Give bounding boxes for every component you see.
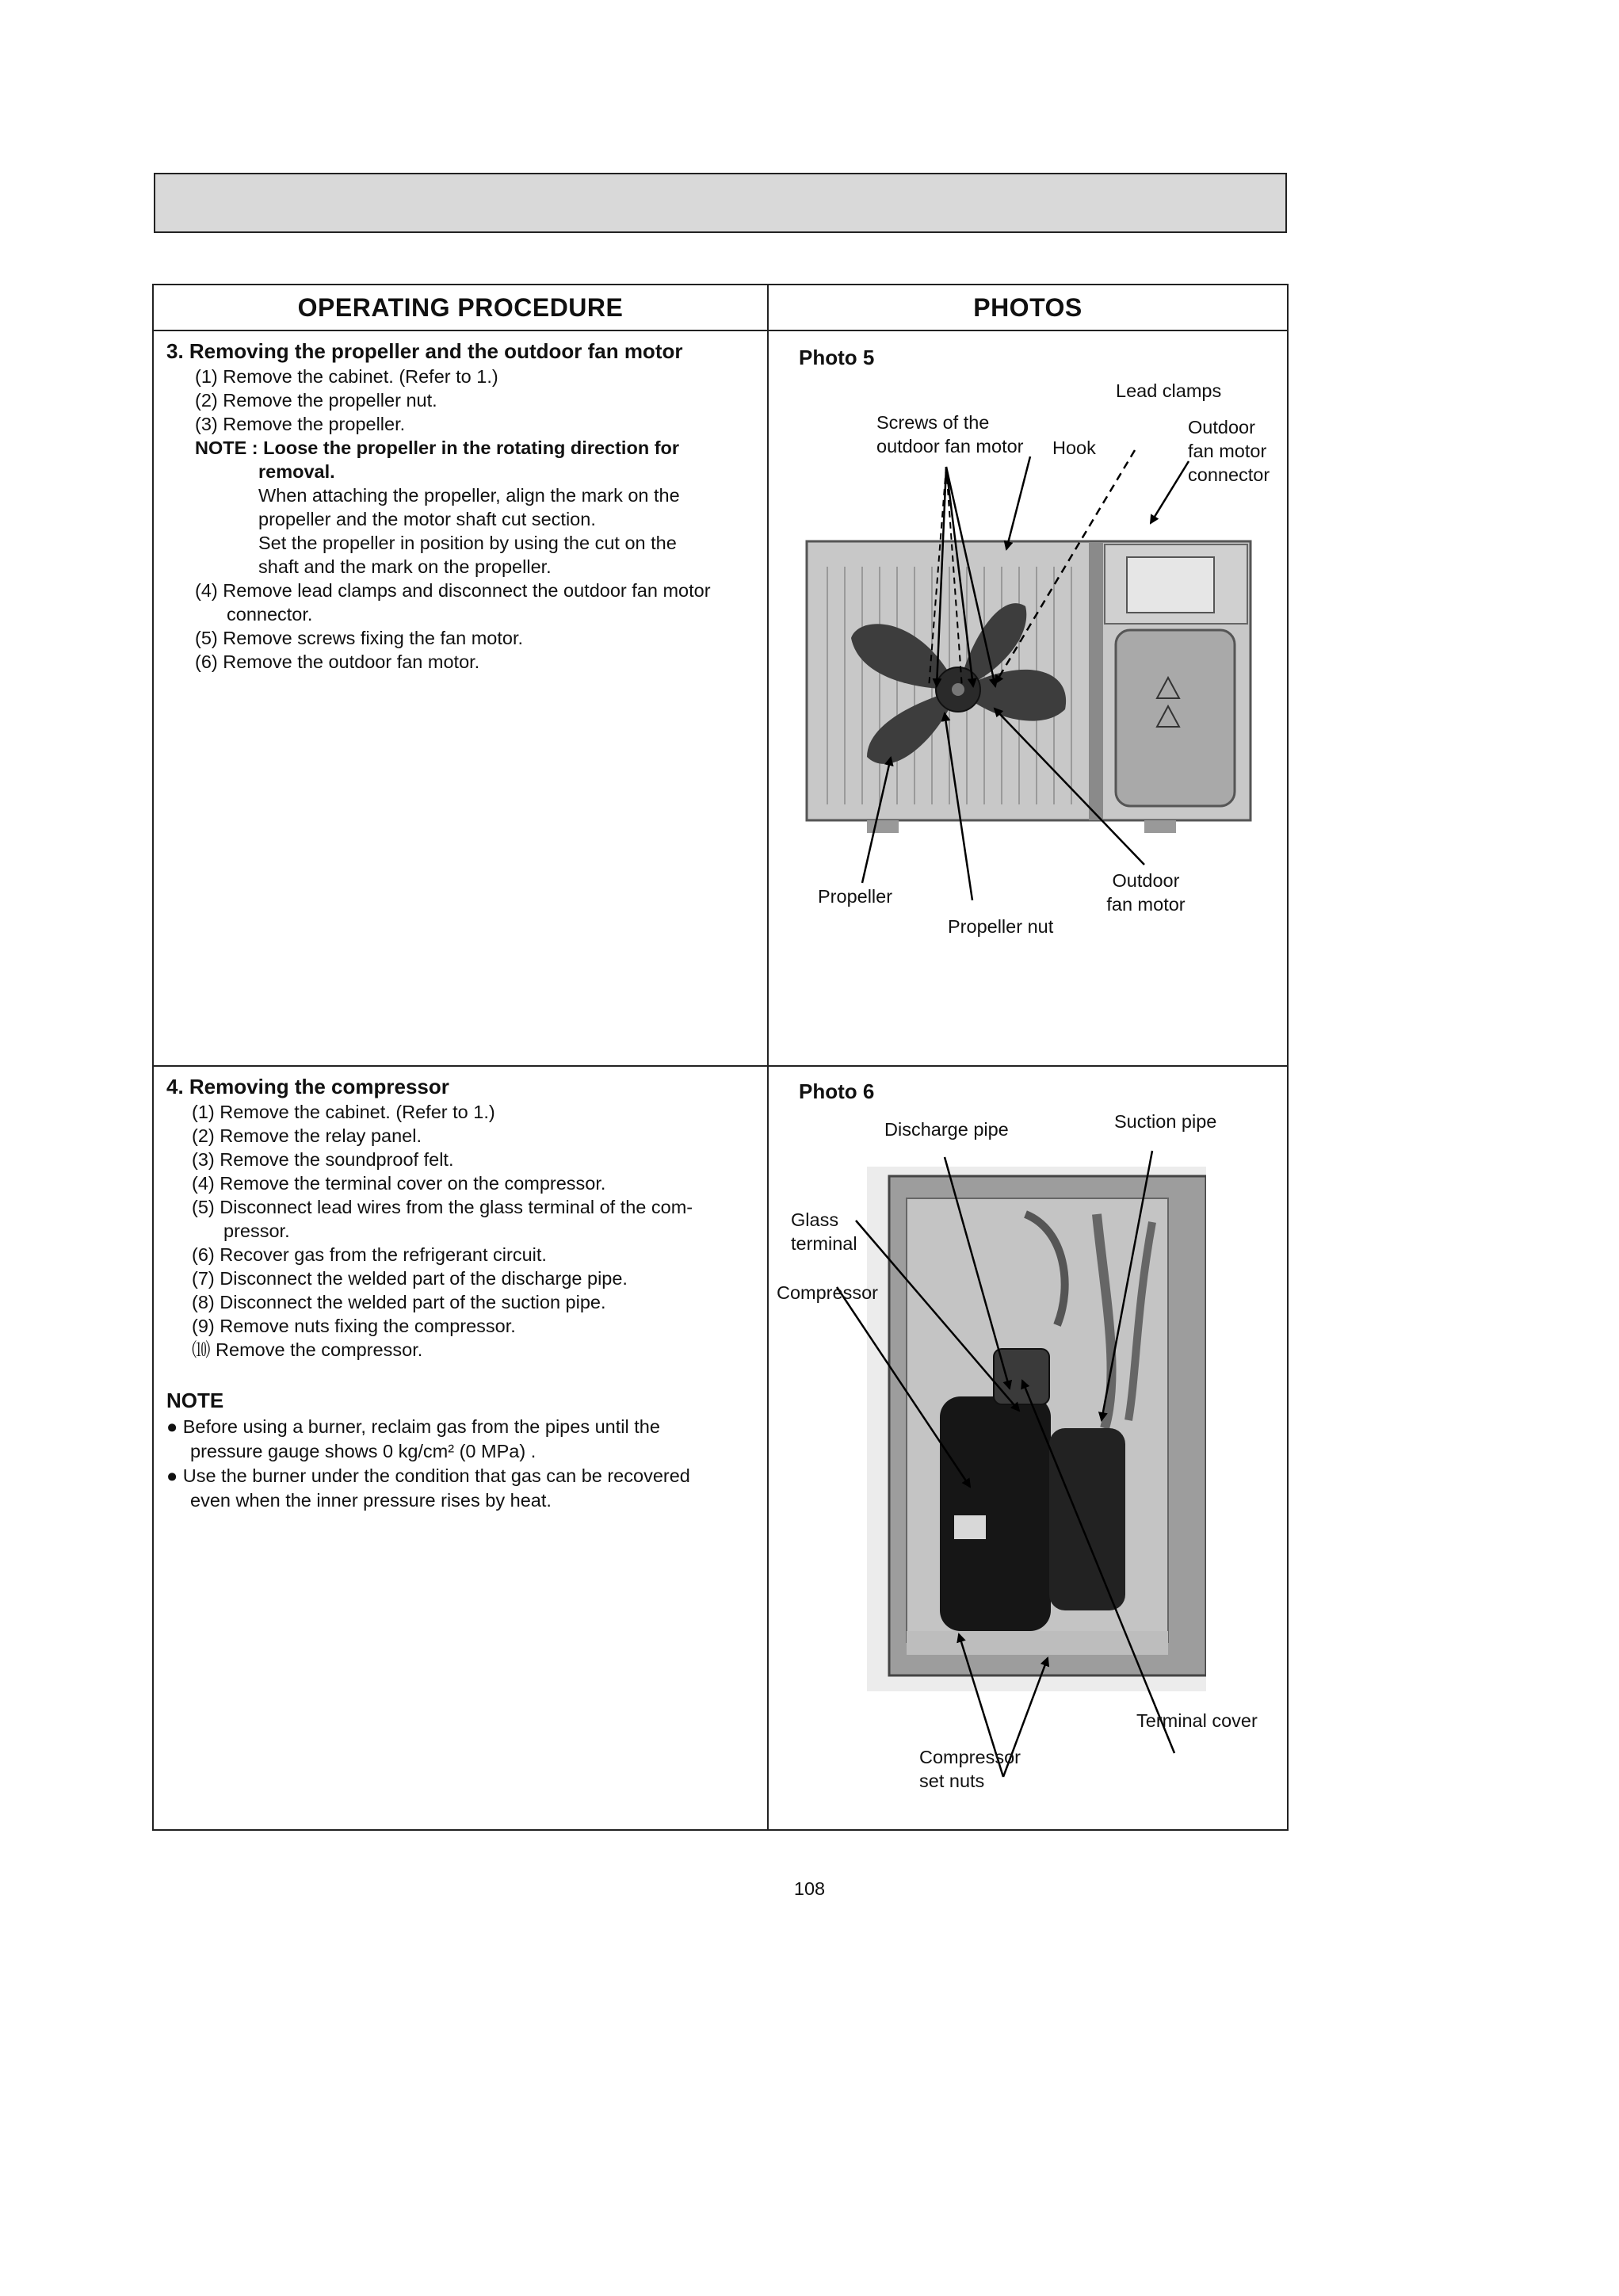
text-line: (4) Remove the terminal cover on the compressor.	[192, 1173, 606, 1194]
section4-title: 4. Removing the compressor	[166, 1075, 449, 1098]
text-line: Set the propeller in position by using the cut on the	[258, 533, 677, 553]
callout-lead-clamps: Lead clamps	[1116, 380, 1222, 401]
callout-propeller: Propeller	[818, 886, 893, 907]
text-line: ⑽ Remove the compressor.	[192, 1339, 423, 1360]
text-line: (1) Remove the cabinet. (Refer to 1.)	[195, 366, 498, 387]
text-line: ● Use the burner under the condition that gas can be recovered	[166, 1465, 690, 1486]
text-line: (2) Remove the propeller nut.	[195, 390, 437, 411]
callout-glass-line2: terminal	[791, 1233, 857, 1254]
photo6-label: Photo 6	[799, 1079, 875, 1103]
callout-hook: Hook	[1052, 437, 1096, 458]
section4-steps	[192, 1100, 693, 1362]
text-line: (9) Remove nuts fixing the compressor.	[192, 1316, 516, 1336]
text-line: ● Before using a burner, reclaim gas from the pipes until the	[166, 1416, 660, 1437]
procedure-table	[152, 284, 1289, 1831]
text-line: (5) Disconnect lead wires from the glass terminal of the com-	[192, 1197, 693, 1217]
text-line: pressure gauge shows 0 kg/cm² (0 MPa) .	[190, 1441, 536, 1461]
text-line: shaft and the mark on the propeller.	[258, 556, 552, 577]
callout-connector-line3: connector	[1188, 464, 1270, 485]
header-bar	[154, 173, 1287, 233]
section4-notes	[166, 1415, 690, 1513]
text-line: (3) Remove the propeller.	[195, 414, 406, 434]
page-number: 108	[793, 1878, 826, 1899]
text-line: (8) Disconnect the welded part of the suction pipe.	[192, 1292, 606, 1312]
callout-screws-line1: Screws of the	[876, 412, 990, 433]
callout-suction-pipe: Suction pipe	[1114, 1111, 1217, 1132]
section3-steps	[195, 365, 711, 674]
callout-screws-line2: outdoor fan motor	[876, 436, 1024, 457]
callout-discharge-pipe: Discharge pipe	[884, 1119, 1009, 1140]
callout-fan-motor-line2: fan motor	[1106, 894, 1186, 915]
callout-terminal-cover: Terminal cover	[1136, 1710, 1258, 1731]
note-title: NOTE	[166, 1389, 224, 1412]
text-line: (5) Remove screws fixing the fan motor.	[195, 628, 524, 648]
callout-fan-motor-line1: Outdoor	[1112, 870, 1180, 891]
photo5-label: Photo 5	[799, 346, 875, 369]
text-line: NOTE : Loose the propeller in the rotating direction for	[195, 437, 680, 458]
text-line: When attaching the propeller, align the mark on the	[258, 485, 680, 506]
callout-compressor: Compressor	[777, 1282, 878, 1303]
text-line: (6) Remove the outdoor fan motor.	[195, 651, 480, 672]
callout-glass-line1: Glass	[791, 1209, 839, 1230]
text-line: removal.	[258, 461, 335, 482]
text-line: (7) Disconnect the welded part of the discharge pipe.	[192, 1268, 628, 1289]
column-header-procedure: OPERATING PROCEDURE	[297, 293, 624, 322]
section3-title: 3. Removing the propeller and the outdoor fan motor	[166, 339, 683, 363]
text-line: propeller and the motor shaft cut section.	[258, 509, 596, 529]
text-line: (4) Remove lead clamps and disconnect the outdoor fan motor	[195, 580, 711, 601]
callout-connector-line1: Outdoor	[1188, 417, 1255, 437]
callout-set-nuts-line1: Compressor	[919, 1747, 1021, 1767]
callout-propeller-nut: Propeller nut	[948, 916, 1054, 937]
text-line: connector.	[227, 604, 313, 625]
text-line: (2) Remove the relay panel.	[192, 1125, 422, 1146]
text-line: pressor.	[223, 1221, 290, 1241]
callout-set-nuts-line2: set nuts	[919, 1771, 985, 1791]
callout-connector-line2: fan motor	[1188, 441, 1267, 461]
column-header-photos: PHOTOS	[973, 293, 1083, 322]
text-line: (3) Remove the soundproof felt.	[192, 1149, 454, 1170]
text-line: (1) Remove the cabinet. (Refer to 1.)	[192, 1102, 495, 1122]
text-line: even when the inner pressure rises by heat.	[190, 1490, 552, 1511]
text-line: (6) Recover gas from the refrigerant circuit.	[192, 1244, 547, 1265]
